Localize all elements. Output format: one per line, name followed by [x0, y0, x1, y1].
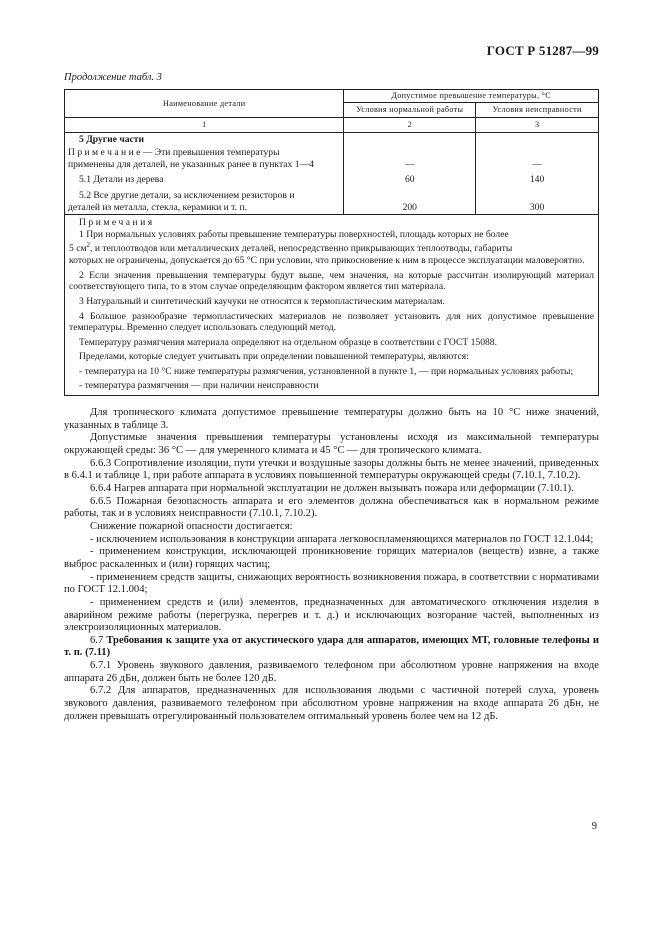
other-value-fault: 300 — [476, 187, 599, 215]
col-number-2: 2 — [344, 118, 476, 133]
note-limits: Пределами, которые следует учитывать при определении повышенной температуры, являются: — [79, 351, 469, 363]
note-3: 3 Натуральный и синтетический каучуки не относятся к термопластическим материалам. — [79, 295, 445, 307]
note-value-fault: — — [476, 146, 599, 171]
page-number: 9 — [591, 821, 597, 832]
temperature-table — [64, 89, 599, 396]
header-normal-conditions: Условия нормальной работы — [344, 103, 476, 118]
paragraph-6-6-5: 6.6.5 Пожарная безопасность аппарата и его элементов должна обеспечиваться как в нормальном режиме работы, так и в условиях неисправности (7.10.1, 7.10.2). — [64, 495, 599, 520]
row-wood-parts: 5.1 Детали из дерева — [65, 171, 344, 187]
note-1-rest: , и теплоотводов или металлических деталей, непосредственно прикрывающих теплоотводы, габариты — [90, 243, 513, 255]
list-item-auto-shutdown: - применением средств и (или) элементов, предназначенных для автоматического отключения изделия в аварийном режиме работы (перегрузка, перегрев и т. д.) и исключающих возгорание частей, выполненных из электроизоляционных материалов. — [64, 596, 599, 634]
row-other-parts-line2: деталей из металла, стекла, керамики и т. п. — [68, 201, 247, 213]
heading-6-7-number: 6.7 — [90, 634, 104, 646]
table-notes-block — [65, 215, 599, 396]
paragraph-allowed-values: Допустимые значения превышения температуры установлены исходя из максимальной температуры окружающей среды: 36 °С — для умеренного климата и 45 °С — для тропического климата. — [64, 432, 599, 456]
table-note-continuation: применены для деталей, не указанных ранее в пунктах 1—4 — [68, 158, 314, 170]
list-item-protection: - применением средств защиты, снижающих вероятность возникновения пожара, в соответствии с нормативами по ГОСТ 12.1.004; — [64, 571, 599, 596]
header-part-name: Наименование детали — [65, 90, 344, 118]
row-other-parts — [65, 187, 344, 215]
note-1-line3: которых не ограничены, допускается до 65 °С при условии, что прикосновение к ним в процессе эксплуатации маловероятно. — [69, 255, 585, 267]
col-number-3: 3 — [476, 118, 599, 133]
other-value-normal: 200 — [344, 187, 476, 215]
note-2: 2 Если значения превышения температуры будут выше, чем значения, на которые рассчитан изолирующий материал соответствующего типа, то в этом случае определяющим фактором является тип материала. — [69, 269, 594, 293]
note-softening: Температуру размягчения материала определяют на отдельном образце в соответствии с ГОСТ 15088. — [79, 336, 498, 348]
standard-code-header: ГОСТ Р 51287—99 — [486, 43, 599, 58]
header-allowed-excess: Допустимое превышение температуры, °С — [344, 90, 599, 103]
col-number-1: 1 — [65, 118, 344, 133]
heading-6-7 — [64, 635, 599, 660]
paragraph-fire-reduction: Снижение пожарной опасности достигается: — [90, 520, 293, 532]
paragraph-6-6-3: 6.6.3 Сопротивление изоляции, пути утечки и воздушные зазоры должны быть не менее значений, приведенных в 6.4.1 и таблице 1, при работе аппарата в условиях повышенной температуры окружающей среды (7.10.1, 7.10.2). — [64, 457, 599, 482]
note-1-line1: 1 При нормальных условиях работы превышение температуры поверхностей, площадь которых не более — [79, 228, 509, 240]
paragraph-6-6-4: 6.6.4 Нагрев аппарата при нормальной эксплуатации не должен вызывать пожара или деформации (7.10.1). — [90, 482, 574, 494]
wood-value-fault: 140 — [476, 171, 599, 187]
notes-title: Примечания — [79, 217, 155, 229]
note-1-superscript: 2 — [86, 241, 91, 250]
body-text — [64, 407, 599, 723]
paragraph-6-7-1: 6.7.1 Уровень звукового давления, развиваемого телефоном при абсолютном уровне напряжения на входе аппарата 26 дБн, должен быть не более 120 дБ. — [64, 660, 599, 684]
row-other-parts-line1: 5.2 Все другие детали, за исключением резисторов и — [79, 189, 295, 201]
table-note-label: П р и м е ч а н и е — Эти превышения температуры — [68, 147, 280, 159]
section-other-parts: 5 Другие части — [65, 132, 344, 146]
note-limit-normal: - температура на 10 °С ниже температуры размягчения, установленной в пункте 1, — при нормальных условиях работы; — [79, 365, 574, 377]
note-limit-fault: - температура размягчения — при наличии неисправности — [79, 380, 319, 392]
paragraph-tropical: Для тропического климата допустимое превышение температуры должно быть на 10 °С ниже значений, указанных в таблице 3. — [64, 407, 599, 431]
note-1-line2 — [69, 240, 594, 255]
wood-value-normal: 60 — [344, 171, 476, 187]
header-fault-conditions: Условия неисправности — [476, 103, 599, 118]
paragraph-6-7-2: 6.7.2 Для аппаратов, предназначенных для использования людьми с частичной потерей слуха, уровень звукового давления, развиваемого телефоном при абсолютном уровне напряжения на входе аппарата 26 дБн, не должен превышать отрегулированный пользователем оптимальный уровень более чем на 12 дБ. — [64, 685, 599, 722]
note-1-area: 5 см — [69, 243, 87, 255]
note-4: 4 Большое разнообразие термопластических материалов не позволяет установить для них допустимое превышение температуры. Временно следует использовать следующий метод. — [69, 310, 594, 334]
table-continuation-caption: Продолжение табл. 3 — [64, 72, 162, 83]
heading-6-7-title: Требования к защите уха от акустического удара для аппаратов, имеющих МТ, головные телефоны и т. п. (7.11) — [64, 634, 599, 659]
note-value-normal: — — [344, 146, 476, 171]
table-note-text — [65, 146, 344, 171]
list-item-materials: - исключением использования в конструкции аппарата легковоспламеняющихся материалов по ГОСТ 12.1.044; — [90, 533, 594, 545]
list-item-construction: - применением конструкции, исключающей проникновение горящих материалов (веществ) извне, а также выброс раскаленных и (или) горящих частиц; — [64, 546, 599, 570]
